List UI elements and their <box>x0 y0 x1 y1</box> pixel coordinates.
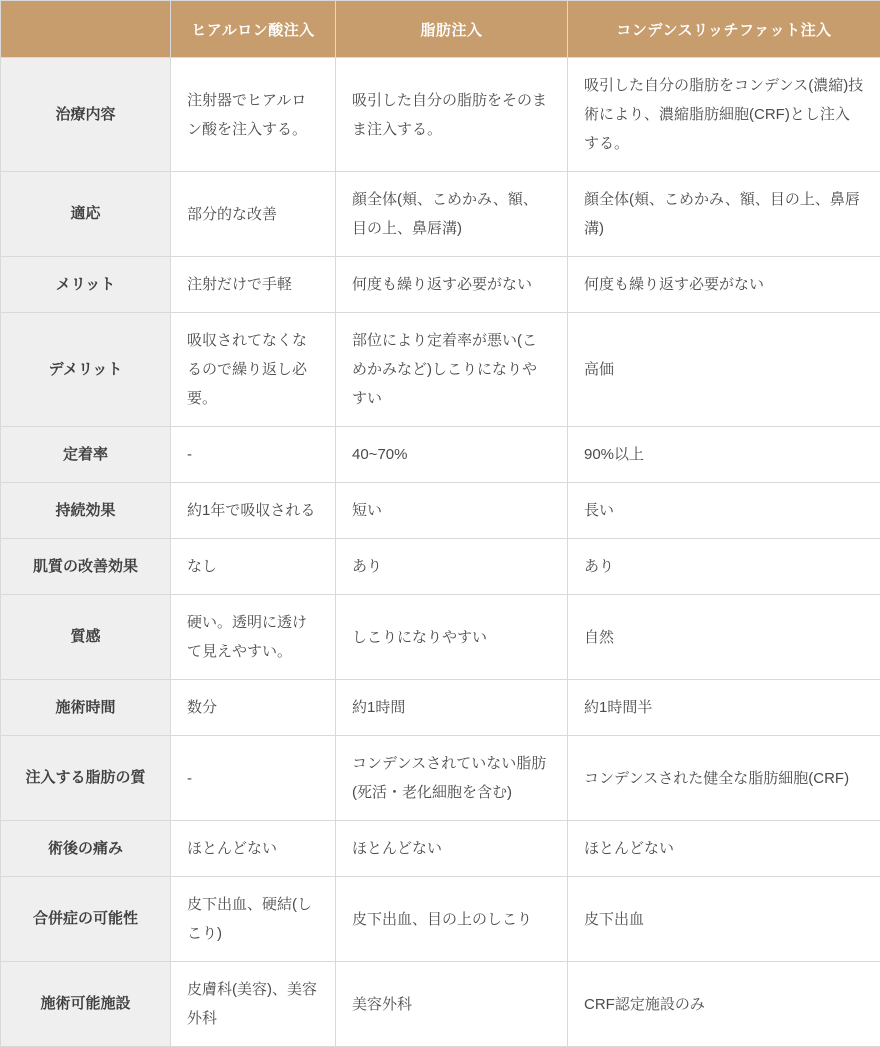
table-cell: 皮下出血、硬結(しこり) <box>171 877 336 962</box>
table-cell: 注射器でヒアルロン酸を注入する。 <box>171 58 336 172</box>
table-row <box>1 736 880 821</box>
table-cell: CRF認定施設のみ <box>568 962 880 1047</box>
table-cell: 約1時間 <box>336 680 568 736</box>
table-cell: あり <box>568 539 880 595</box>
row-label: 合併症の可能性 <box>1 877 171 962</box>
column-header: 脂肪注入 <box>336 1 568 58</box>
table-cell: 注射だけで手軽 <box>171 257 336 313</box>
table-cell: 硬い。透明に透けて見えやすい。 <box>171 595 336 680</box>
column-header: ヒアルロン酸注入 <box>171 1 336 58</box>
row-label: 肌質の改善効果 <box>1 539 171 595</box>
table-row <box>1 962 880 1047</box>
table-row <box>1 58 880 172</box>
table-cell: コンデンスされていない脂肪(死活・老化細胞を含む) <box>336 736 568 821</box>
row-label: 持続効果 <box>1 483 171 539</box>
table-cell: 90%以上 <box>568 427 880 483</box>
header-row <box>1 1 880 58</box>
table-cell: 顔全体(頬、こめかみ、額、目の上、鼻唇溝) <box>336 172 568 257</box>
table-cell: 吸引した自分の脂肪をコンデンス(濃縮)技術により、濃縮脂肪細胞(CRF)とし注入する。 <box>568 58 880 172</box>
table-cell: 吸収されてなくなるので繰り返し必要。 <box>171 313 336 427</box>
row-label: 定着率 <box>1 427 171 483</box>
table-header <box>1 1 880 58</box>
table-cell: 美容外科 <box>336 962 568 1047</box>
table-cell: 数分 <box>171 680 336 736</box>
row-label: 適応 <box>1 172 171 257</box>
table-cell: 皮下出血 <box>568 877 880 962</box>
row-label: デメリット <box>1 313 171 427</box>
row-label: 術後の痛み <box>1 821 171 877</box>
table-row <box>1 680 880 736</box>
row-label: 施術時間 <box>1 680 171 736</box>
table-row <box>1 539 880 595</box>
table-row <box>1 483 880 539</box>
table-cell: 自然 <box>568 595 880 680</box>
table-cell: 高価 <box>568 313 880 427</box>
table-cell: 皮膚科(美容)、美容外科 <box>171 962 336 1047</box>
row-label: メリット <box>1 257 171 313</box>
table-cell: 長い <box>568 483 880 539</box>
column-header: コンデンスリッチファット注入 <box>568 1 880 58</box>
table-cell: 何度も繰り返す必要がない <box>568 257 880 313</box>
table-row <box>1 313 880 427</box>
table-cell: 短い <box>336 483 568 539</box>
table-cell: ほとんどない <box>171 821 336 877</box>
table-cell: なし <box>171 539 336 595</box>
table-cell: - <box>171 736 336 821</box>
table-cell: 何度も繰り返す必要がない <box>336 257 568 313</box>
table-cell: 40~70% <box>336 427 568 483</box>
table-cell: しこりになりやすい <box>336 595 568 680</box>
row-label: 施術可能施設 <box>1 962 171 1047</box>
table-body <box>1 58 880 1047</box>
table-row <box>1 172 880 257</box>
row-label: 治療内容 <box>1 58 171 172</box>
table-row <box>1 427 880 483</box>
table-cell: コンデンスされた健全な脂肪細胞(CRF) <box>568 736 880 821</box>
row-label: 注入する脂肪の質 <box>1 736 171 821</box>
table-row <box>1 257 880 313</box>
table-cell: 約1時間半 <box>568 680 880 736</box>
table-row <box>1 877 880 962</box>
table-cell: - <box>171 427 336 483</box>
table-cell: 部位により定着率が悪い(こめかみなど)しこりになりやすい <box>336 313 568 427</box>
table-cell: 皮下出血、目の上のしこり <box>336 877 568 962</box>
table-cell: 顔全体(頬、こめかみ、額、目の上、鼻唇溝) <box>568 172 880 257</box>
table-cell: ほとんどない <box>336 821 568 877</box>
table-cell: あり <box>336 539 568 595</box>
table-cell: 約1年で吸収される <box>171 483 336 539</box>
table-row <box>1 821 880 877</box>
table-row <box>1 595 880 680</box>
row-label: 質感 <box>1 595 171 680</box>
table-cell: 部分的な改善 <box>171 172 336 257</box>
table-cell: 吸引した自分の脂肪をそのまま注入する。 <box>336 58 568 172</box>
corner-header-cell <box>1 1 171 58</box>
table-cell: ほとんどない <box>568 821 880 877</box>
